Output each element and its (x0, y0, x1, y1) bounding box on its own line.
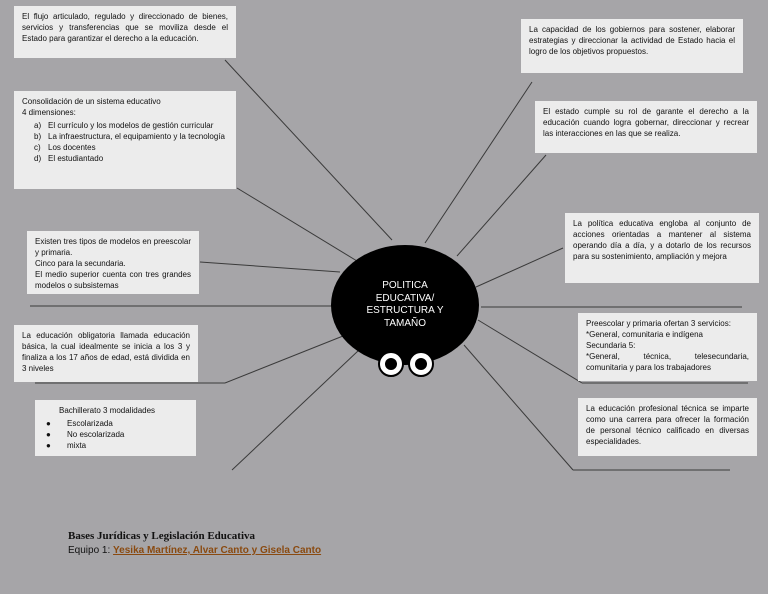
list-item (43, 418, 188, 429)
concept-box-servicios (578, 313, 757, 381)
concept-text: La educación profesional técnica se imparte como una carrera para ofrecer la formación de personal técnico calificado en diversas especialidades. (586, 404, 749, 446)
connector-b5 (232, 350, 359, 470)
list-item (22, 120, 228, 131)
central-topic-line: EDUCATIVA/ (375, 292, 435, 304)
concept-box-capacidad (521, 19, 743, 73)
concept-box-educacion-basica (14, 325, 198, 382)
connector-b3 (200, 262, 340, 272)
team-members-link[interactable]: Yesika Martínez, Alvar Canto y Gisela Canto (113, 545, 322, 556)
concept-line: El medio superior cuenta con tres grandes modelos o subsistemas (35, 270, 191, 290)
concept-text: La educación obligatoria llamada educación básica, la cual idealmente se inicia a los 3 y finaliza a los 17 años de edad, está dividida en 3 niveles (22, 331, 190, 373)
list-item (43, 440, 188, 451)
list-item-text: La infraestructura, el equipamiento y la tecnología (48, 132, 225, 141)
bullet-icon: ● (46, 441, 51, 450)
concept-line: Secundaria 5: (586, 341, 636, 350)
team-label: Equipo 1: (68, 545, 114, 556)
connector-b10 (464, 345, 573, 470)
concept-box-flujo (14, 6, 236, 58)
central-topic-line: TAMAÑO (383, 317, 427, 329)
concept-text: El flujo articulado, regulado y direccionado de bienes, servicios y transferencias que se moviliza desde el Estado para garantizar el derecho a la educación. (22, 12, 228, 43)
list-marker: c) (34, 143, 41, 152)
list-item (22, 131, 228, 142)
central-topic-title (360, 280, 450, 330)
central-topic-line: ESTRUCTURA Y (366, 305, 444, 316)
list-item-text: Escolarizada (67, 419, 113, 428)
list-item-text: El estudiantado (48, 154, 104, 163)
concept-box-politica-educativa (565, 213, 759, 283)
concept-intro-line: Consolidación de un sistema educativo (22, 97, 161, 106)
concept-box-bachillerato (35, 400, 196, 456)
concept-line: Preescolar y primaria ofertan 3 servicios: (586, 319, 731, 328)
list-item (22, 153, 228, 164)
concept-line: *General, comunitaria e indígena (586, 330, 703, 339)
pupil (415, 358, 427, 370)
connector-b8 (476, 248, 563, 287)
connector-b1 (225, 60, 392, 240)
concept-line: Existen tres tipos de modelos en preescolar y primaria. (35, 237, 191, 257)
eye-icon (378, 351, 404, 377)
list-item-text: No escolarizada (67, 430, 125, 439)
bullet-icon: ● (46, 419, 51, 428)
concept-box-garante (535, 101, 757, 153)
team-line (68, 545, 321, 556)
concept-box-modelos (27, 231, 199, 294)
concept-line: Cinco para la secundaria. (35, 259, 126, 268)
list-item-text: El currículo y los modelos de gestión curricular (48, 121, 214, 130)
list-item-text: mixta (67, 441, 87, 450)
eye-icon (408, 351, 434, 377)
connector-b2 (237, 188, 357, 261)
course-title: Bases Jurídicas y Legislación Educativa (68, 530, 256, 542)
connector-b6 (425, 82, 532, 243)
list-item (22, 142, 228, 153)
central-topic-line: POLITICA (382, 280, 428, 291)
bullet-icon: ● (46, 430, 51, 439)
concept-title: Bachillerato 3 modalidades (59, 406, 156, 415)
connector-b7 (457, 155, 546, 256)
concept-text: La política educativa engloba al conjunto de acciones orientadas a mantener al sistema operando día a día, y a dotarlo de los recursos para su sostenimiento, ampliación y mejora (573, 219, 751, 261)
concept-line: *General, técnica, telesecundaria, comunitaria y para los trabajadores (586, 352, 749, 372)
concept-box-profesional-tecnica (578, 398, 757, 456)
concept-box-dimensiones (14, 91, 236, 189)
list-item (43, 429, 188, 440)
dimension-list (22, 120, 228, 164)
concept-text: La capacidad de los gobiernos para sostener, elaborar estrategias y direccionar la actividad de Estado hacia el logro de los objetivos propuestos. (529, 25, 735, 56)
connector-b9 (478, 320, 582, 383)
concept-intro-line: 4 dimensiones: (22, 108, 76, 117)
list-marker: d) (34, 154, 42, 163)
list-marker: b) (34, 132, 42, 141)
pupil (385, 358, 397, 370)
connector-b4 (225, 336, 343, 383)
list-item-text: Los docentes (48, 143, 96, 152)
footer (68, 530, 321, 556)
central-topic-node (331, 245, 479, 365)
modalidad-list (43, 418, 188, 451)
concept-text: El estado cumple su rol de garante el derecho a la educación cuando logra gobernar, direccionar y recrear las interacciones en las que se realiza. (543, 107, 749, 138)
list-marker: a) (34, 121, 42, 130)
